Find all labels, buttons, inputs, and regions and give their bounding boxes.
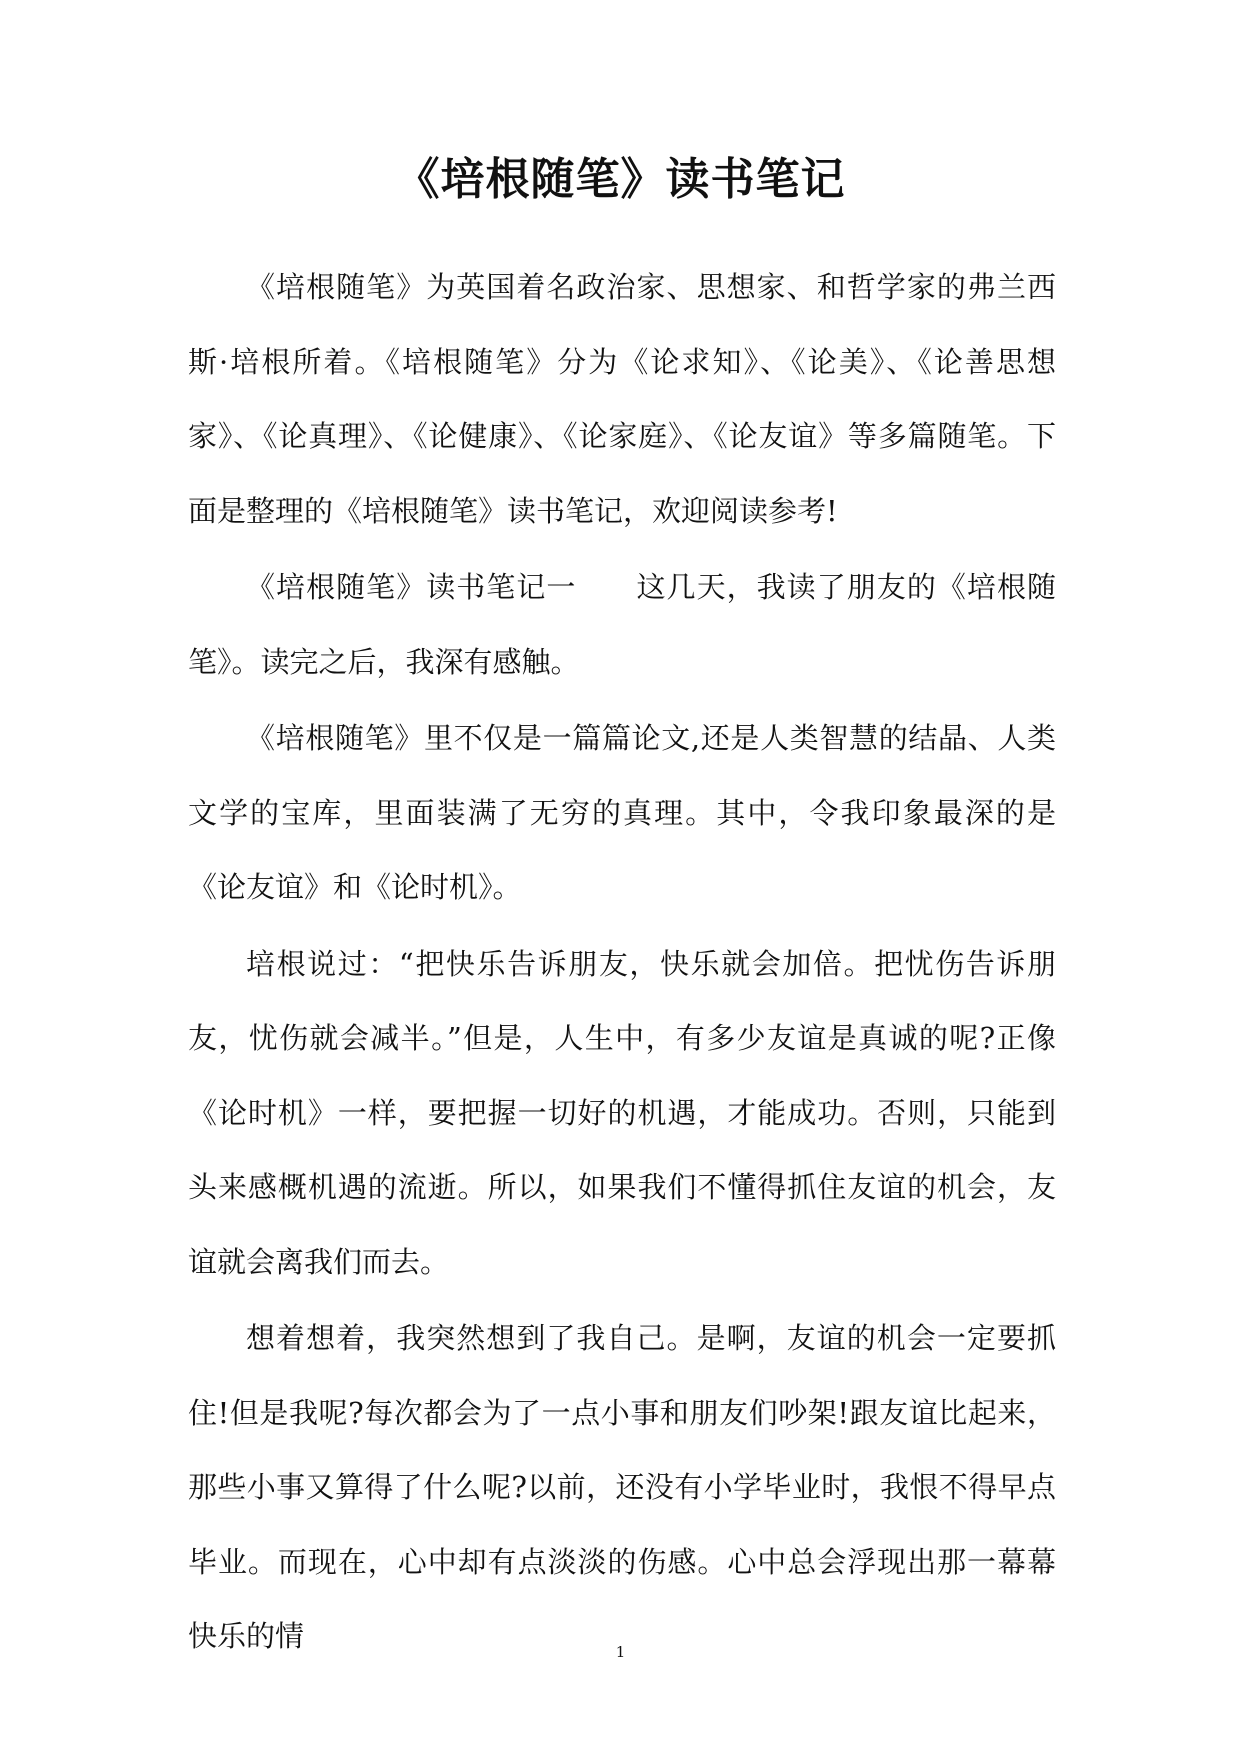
page-number: 1	[615, 1643, 626, 1661]
document-body	[188, 250, 1056, 1676]
document-title: 《培根随笔》读书笔记	[395, 154, 846, 205]
paragraph-5: 想着想着，我突然想到了我自己。是啊，友谊的机会一定要抓住!但是我呢?每次都会为了一点小事和朋友们吵架!跟友谊比起来，那些小事又算得了什么呢?以前，还没有小学毕业时，我恨不得早点毕业。而现在，心中却有点淡淡的伤感。心中总会浮现出那一幕幕快乐的情	[188, 1321, 1056, 1653]
paragraph-3: 《培根随笔》里不仅是一篇篇论文,还是人类智慧的结晶、人类文学的宝库，里面装满了无穷的真理。其中，令我印象最深的是《论友谊》和《论时机》。	[188, 721, 1056, 904]
paragraph-4: 培根说过：“把快乐告诉朋友，快乐就会加倍。把忧伤告诉朋友，忧伤就会减半。”但是，人生中，有多少友谊是真诚的呢?正像《论时机》一样，要把握一切好的机遇，才能成功。否则，只能到头来感概机遇的流逝。所以，如果我们不懂得抓住友谊的机会，友谊就会离我们而去。	[188, 946, 1056, 1279]
paragraph-2: 《培根随笔》读书笔记一 这几天，我读了朋友的《培根随笔》。读完之后，我深有感触。	[188, 570, 1056, 679]
paragraph-1: 《培根随笔》为英国着名政治家、思想家、和哲学家的弗兰西斯·培根所着。《培根随笔》分为《论求知》、《论美》、《论善思想家》、《论真理》、《论健康》、《论家庭》、《论友谊》等多篇随笔。下面是整理的《培根随笔》读书笔记，欢迎阅读参考!	[188, 270, 1056, 528]
